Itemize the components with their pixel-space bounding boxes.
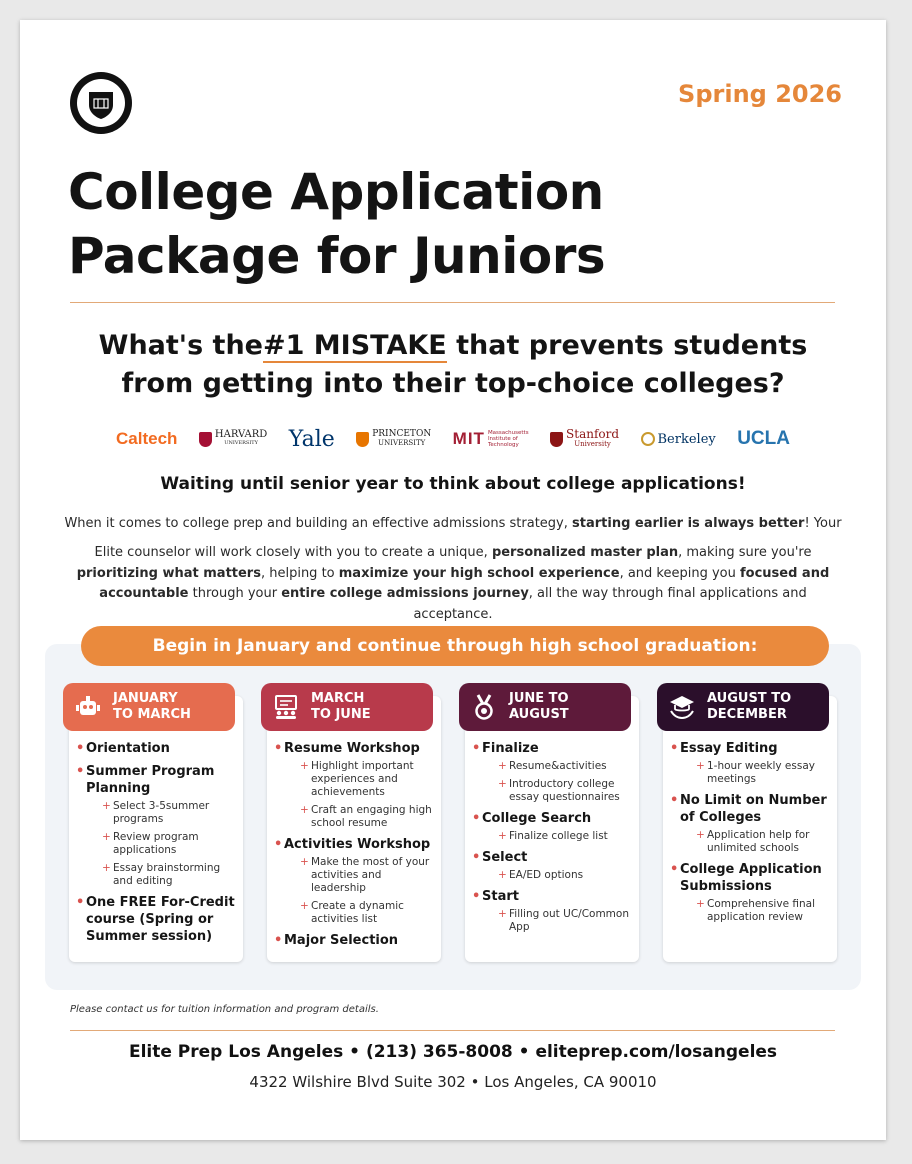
question-part-1: What's the (98, 330, 263, 361)
phase-card-august-december (663, 691, 837, 962)
timeline-banner: Begin in January and continue through high school graduation: (81, 626, 829, 666)
berkeley-logo: Berkeley (641, 432, 716, 447)
question-part-2: that prevents students (446, 330, 808, 361)
college-logos-row (116, 424, 790, 454)
phase-card-march-june (267, 691, 441, 962)
stanford-logo: Stanford University (550, 429, 619, 449)
list-item: • Summer Program Planning + Select 3-5summer programs + Review program applications + Essay brainstorming and editing (76, 763, 239, 888)
phase-header: AUGUST TO DECEMBER (657, 683, 829, 731)
term-label: Spring 2026 (678, 80, 842, 108)
question-line-2: from getting into their top-choice colleges? (121, 368, 785, 399)
presentation-icon (273, 694, 299, 720)
list-item: • Resume Workshop + Highlight important experiences and achievements + Craft an engaging high school resume (274, 740, 437, 830)
list-item: • Finalize + Resume&activities + Introductory college essay questionnaires (472, 740, 635, 804)
question-emphasis: #1 MISTAKE (262, 330, 447, 361)
yale-logo: Yale (288, 426, 335, 452)
mit-logo: MIT Massachusetts Institute of Technology (452, 429, 529, 448)
footer-contact: Elite Prep Los Angeles • (213) 365-8008 • eliteprep.com/losangeles (128, 1042, 778, 1062)
flyer-page (20, 20, 886, 1140)
graduation-cap-icon (669, 694, 695, 720)
princeton-shield-icon (356, 432, 369, 447)
princeton-logo: PRINCETON UNIVERSITY (356, 430, 431, 448)
ucla-logo: UCLA (737, 428, 790, 449)
harvard-shield-icon (199, 432, 212, 447)
headline-question (20, 327, 886, 403)
divider-bottom (70, 1030, 835, 1031)
list-item: • College Search + Finalize college list (472, 810, 635, 843)
list-item: • Essay Editing + 1-hour weekly essay meetings (670, 740, 833, 786)
title-line-1: College Application (68, 163, 604, 221)
contact-note: Please contact us for tuition information and program details. (70, 1004, 379, 1015)
page-title (68, 160, 605, 288)
title-line-2: Package for Juniors (68, 227, 606, 285)
list-item: • No Limit on Number of Colleges + Application help for unlimited schools (670, 792, 833, 855)
list-item: • Select + EA/ED options (472, 849, 635, 882)
list-item: • Major Selection (274, 932, 437, 949)
robot-icon (75, 694, 101, 720)
harvard-logo: HARVARD UNIVERSITY (199, 430, 267, 448)
berkeley-seal-icon (641, 432, 655, 446)
phase-card-january-march (69, 691, 243, 962)
intro-paragraph-2: Elite counselor will work closely with you to create a unique, personalized master plan, making sure you're prioritizing what matters, helping to maximize your high school experience, and keeping you focused and accountable through your entire college admissions journey, all the way through final applications and acceptance. (76, 545, 830, 622)
list-item: • One FREE For-Credit course (Spring or Summer session) (76, 894, 239, 945)
elite-prep-shield-logo (70, 72, 132, 134)
list-item: • Activities Workshop + Make the most of your activities and leadership + Create a dynamic activities list (274, 836, 437, 926)
phase-card-june-august (465, 691, 639, 962)
list-item: • Start + Filling out UC/Common App (472, 888, 635, 934)
medal-icon (471, 694, 497, 720)
divider-top (70, 302, 835, 303)
stanford-tree-icon (550, 432, 563, 447)
caltech-logo: Caltech (116, 429, 178, 448)
list-item: • Orientation (76, 740, 239, 757)
phase-header: MARCH TO JUNE (261, 683, 433, 731)
tagline: Waiting until senior year to think about college applications! (160, 474, 746, 494)
phase-header: JANUARY TO MARCH (63, 683, 235, 731)
list-item: • College Application Submissions + Comprehensive final application review (670, 861, 833, 924)
intro-paragraph-1: When it comes to college prep and building an effective admissions strategy, starting earlier is always better! Your (64, 516, 842, 531)
footer-address: 4322 Wilshire Blvd Suite 302 • Los Angeles, CA 90010 (249, 1073, 657, 1091)
phase-header: JUNE TO AUGUST (459, 683, 631, 731)
